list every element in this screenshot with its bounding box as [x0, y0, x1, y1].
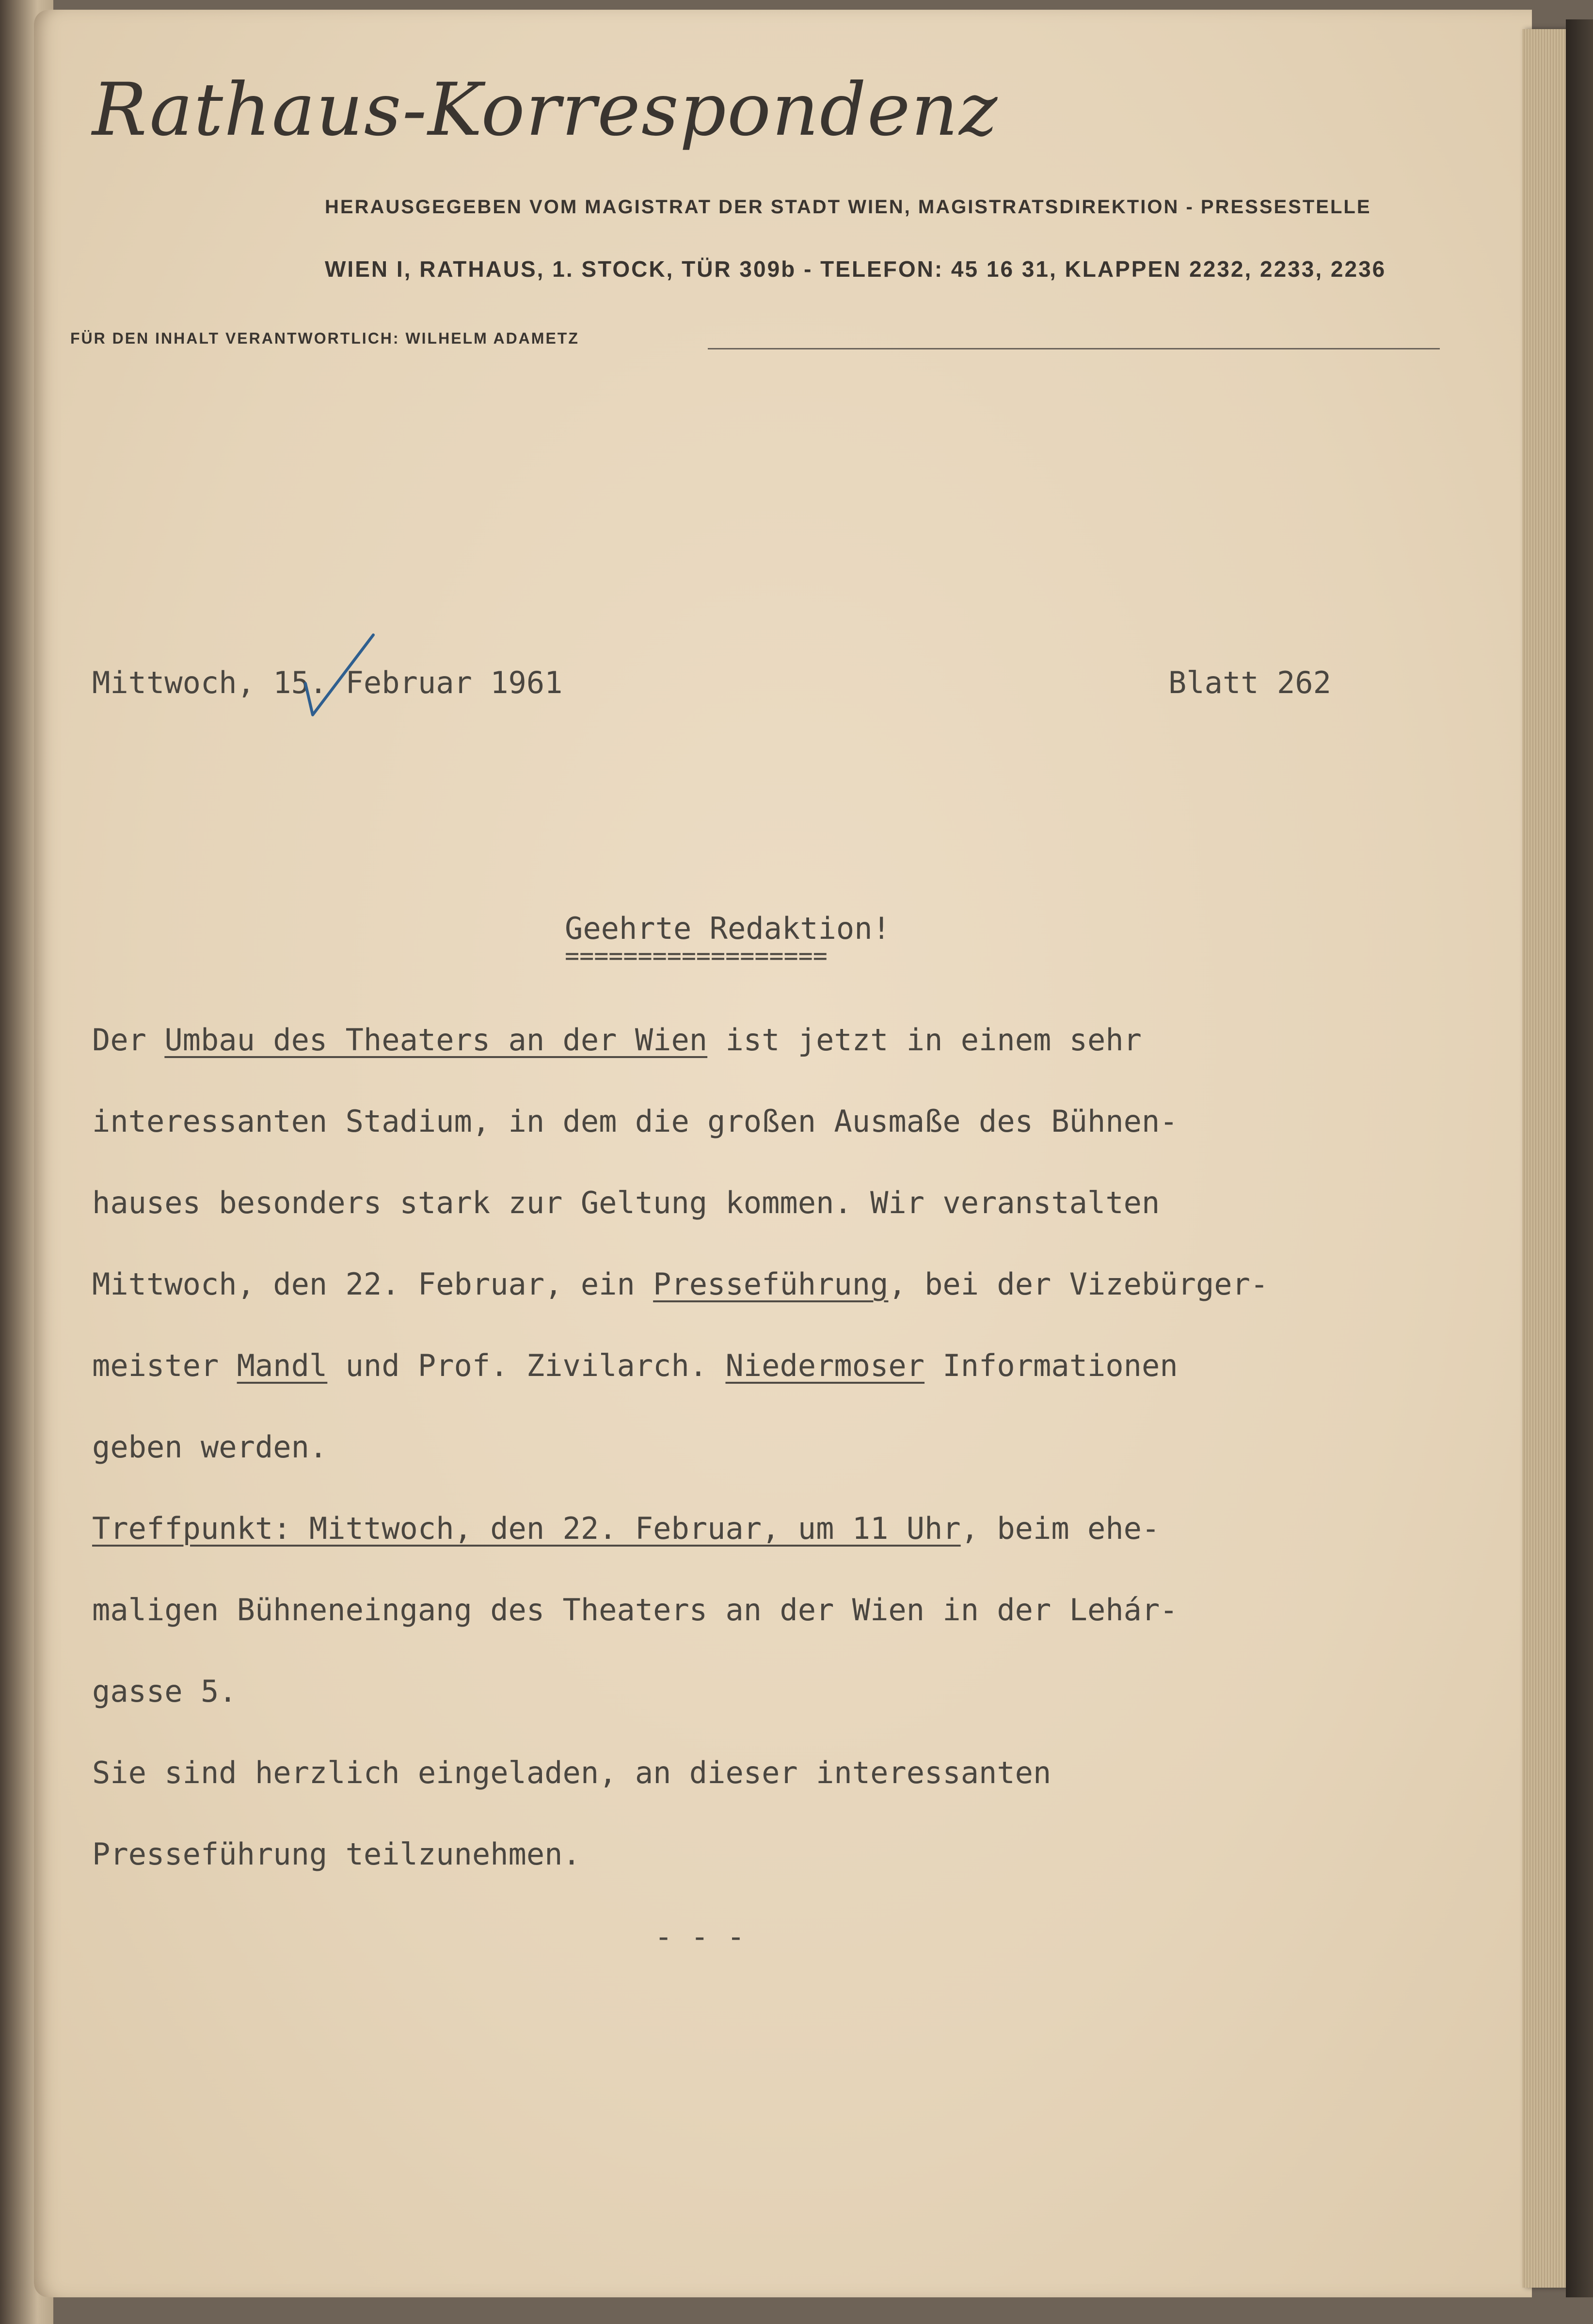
underlined-phrase: Mandl: [237, 1348, 328, 1383]
body-line: interessanten Stadium, in dem die großen Ausmaße des Bühnen-: [92, 1104, 1178, 1139]
body-line: Treffpunkt: Mittwoch, den 22. Februar, um 11 Uhr, beim ehe-: [92, 1511, 1160, 1546]
underlined-phrase: Umbau des Theaters an der Wien: [164, 1022, 708, 1058]
sheet-number: Blatt 262: [1168, 665, 1331, 700]
checkmark-icon: [301, 630, 378, 722]
masthead-rule: [708, 348, 1440, 349]
masthead-responsible: FÜR DEN INHALT VERANTWORTLICH: WILHELM ADAMETZ: [70, 330, 579, 347]
closing-mark: - - -: [654, 1919, 745, 1954]
body-line: gasse 5.: [92, 1674, 237, 1709]
body-line: Presseführung teilzunehmen.: [92, 1836, 581, 1872]
body-line: hauses besonders stark zur Geltung kommen. Wir veranstalten: [92, 1185, 1160, 1220]
masthead-address: WIEN I, RATHAUS, 1. STOCK, TÜR 309b - TELEFON: 45 16 31, KLAPPEN 2232, 2233, 2236: [325, 256, 1386, 282]
body-line: geben werden.: [92, 1429, 328, 1465]
body-line: Mittwoch, den 22. Februar, ein Presseführung, bei der Vizebürger-: [92, 1266, 1269, 1302]
body-line: Der Umbau des Theaters an der Wien ist jetzt in einem sehr: [92, 1022, 1142, 1058]
greeting-underline: ==================: [565, 942, 828, 970]
body-line: meister Mandl und Prof. Zivilarch. Niedermoser Informationen: [92, 1348, 1178, 1383]
book-edge-shadow: [1566, 19, 1593, 2297]
document-page: [34, 10, 1532, 2297]
underlined-phrase: Presseführung: [653, 1266, 889, 1302]
body-line: Sie sind herzlich eingeladen, an dieser interessanten: [92, 1755, 1051, 1790]
underlined-phrase: Niedermoser: [725, 1348, 925, 1383]
body-line: maligen Bühneneingang des Theaters an der Wien in der Lehár-: [92, 1592, 1178, 1628]
greeting: Geehrte Redaktion!: [565, 911, 891, 946]
masthead-title: Rathaus-Korrespondenz: [92, 68, 999, 152]
underlined-phrase: Treffpunkt: Mittwoch, den 22. Februar, um 11 Uhr: [92, 1511, 961, 1546]
document-date: Mittwoch, 15. Februar 1961: [92, 665, 563, 700]
masthead-publisher: HERAUSGEGEBEN VOM MAGISTRAT DER STADT WIEN, MAGISTRATSDIREKTION - PRESSESTELLE: [325, 196, 1371, 218]
page-edges: [1522, 29, 1566, 2288]
